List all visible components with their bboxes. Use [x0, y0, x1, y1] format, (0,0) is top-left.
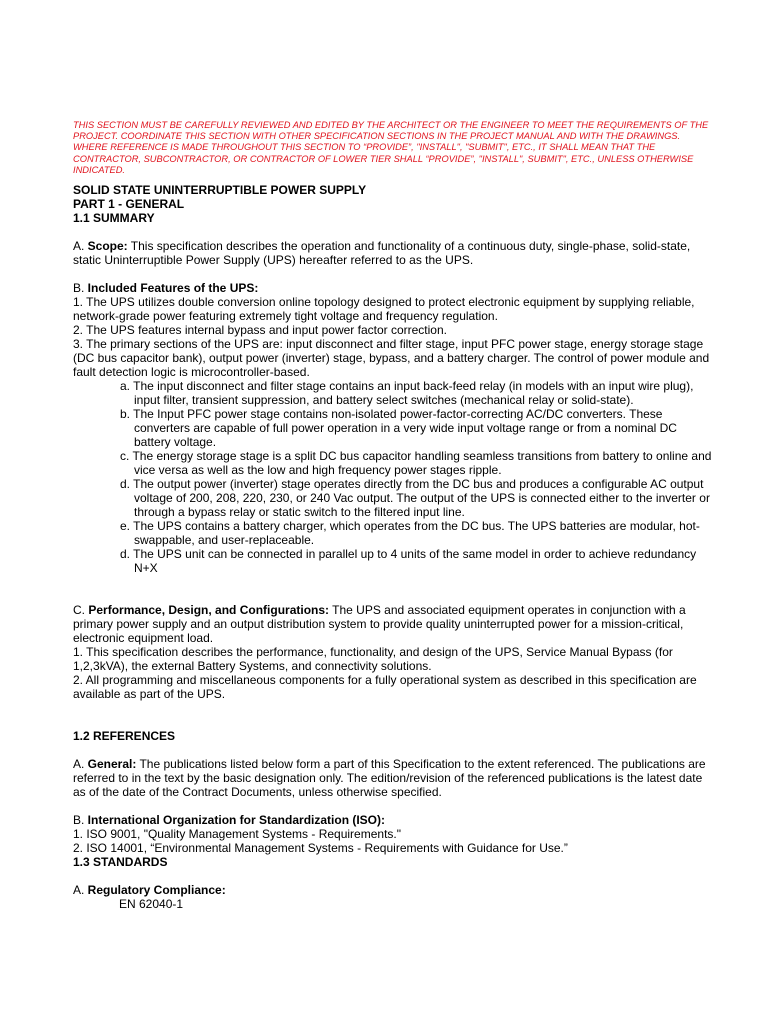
regulatory-value: EN 62040-1 [119, 897, 184, 912]
iso-item: 2. ISO 14001, “Environmental Management Systems - Requirements with Guidance for Use.” [73, 841, 568, 856]
spec-document [73, 120, 713, 911]
performance-paragraph [73, 603, 713, 645]
performance-bold: Performance, Design, and Configurations: [88, 603, 330, 618]
feature-item: 1. The UPS utilizes double conversion online topology designed to protect electronic equipment by supplying reliable, network-grade power featuring extremely tight voltage and frequency regulation. [73, 295, 695, 324]
editor-note-line-2: WHERE REFERENCE IS MADE THROUGHOUT THIS SECTION TO “PROVIDE”, "INSTALL", "SUBMIT", ETC., IT SHALL MEAN THAT THE CONTRACTOR, SUBCONTRACTOR, OR CONTRACTOR OF LOWER TIER SHALL “PROVIDE”, "INSTALL", SUBMIT", ETC., UNLESS OTHERWISE INDICATED. [73, 142, 694, 175]
scope-text: This specification describes the operation and functionality of a continuous duty, single-phase, solid-state, static Uninterruptible Power Supply (UPS) hereafter referred to as the UPS. [73, 239, 691, 268]
feature-subitem: e. The UPS contains a battery charger, which operates from the DC bus. The UPS batteries are modular, hot-swappable, and user-replaceable. [120, 519, 700, 548]
feature-subitem: d. The output power (inverter) stage operates directly from the DC bus and produces a configurable AC output voltage of 200, 208, 220, 230, or 240 Vac output. The output of the UPS is connected either to the inverter or through a bypass relay or static switch to the filtered input line. [120, 477, 710, 520]
section-heading-references: 1.2 REFERENCES [73, 729, 176, 744]
editor-note [73, 120, 713, 176]
features-heading [73, 281, 713, 295]
performance-label: C. [73, 603, 89, 618]
feature-subitems [89, 379, 713, 575]
feature-item: 3. The primary sections of the UPS are: input disconnect and filter stage, input PFC power stage, energy storage stage (DC bus capacitor bank), output power (inverter) stage, bypass, and a battery charger. The control of power module and fault detection logic is microcontroller-based. [73, 337, 710, 380]
iso-bold: International Organization for Standardization (ISO): [87, 813, 386, 828]
regulatory-heading [73, 883, 713, 897]
feature-subitem: c. The energy storage stage is a split DC bus capacitor handling seamless transitions from battery to online and vice versa as well as the low and high frequency power stages ripple. [120, 449, 712, 478]
editor-note-line-1: THIS SECTION MUST BE CAREFULLY REVIEWED AND EDITED BY THE ARCHITECT OR THE ENGINEER TO MEET THE REQUIREMENTS OF THE PROJECT. COORDINATE THIS SECTION WITH OTHER SPECIFICATION SECTIONS IN THE PROJECT MANUAL AND WITH THE DRAWINGS. [73, 120, 709, 142]
section-heading-standards: 1.3 STANDARDS [73, 855, 168, 870]
feature-subitem: a. The input disconnect and filter stage contains an input back-feed relay (in models with an input wire plug), input filter, transient suppression, and battery select switches (mechanical relay or solid-state). [120, 379, 694, 408]
regulatory-bold: Regulatory Compliance: [87, 883, 226, 898]
section-heading-summary: 1.1 SUMMARY [73, 211, 155, 226]
general-bold: General: [87, 757, 137, 772]
features-bold: Included Features of the UPS: [87, 281, 259, 296]
scope-label: A. [73, 239, 88, 254]
feature-subitem: d. The UPS unit can be connected in parallel up to 4 units of the same model in order to achieve redundancy N+X [120, 547, 697, 576]
iso-item: 1. ISO 9001, "Quality Management Systems - Requirements." [73, 827, 401, 842]
scope-bold: Scope: [87, 239, 128, 254]
general-label: A. [73, 757, 88, 772]
performance-text: The UPS and associated equipment operates in conjunction with a primary power supply and an output distribution system to provide quality uninterrupted power for a mission-critical, electronic equipment load. [73, 603, 686, 646]
iso-label: B. [73, 813, 88, 828]
iso-heading [73, 813, 713, 827]
general-paragraph [73, 757, 713, 799]
regulatory-label: A. [73, 883, 88, 898]
title-block [73, 183, 713, 225]
general-text: The publications listed below form a part of this Specification to the extent referenced. The publications are referred to in the text by the basic designation only. The edition/revision of the referenced publications is the latest date as of the date of the Contract Documents, unless otherwise specified. [73, 757, 706, 800]
part-heading: PART 1 - GENERAL [73, 197, 185, 212]
feature-subitem: b. The Input PFC power stage contains non-isolated power-factor-correcting AC/DC converters. These converters are capable of full power operation in a very wide input voltage range or from a nominal DC battery voltage. [120, 407, 677, 450]
document-title: SOLID STATE UNINTERRUPTIBLE POWER SUPPLY [73, 183, 367, 198]
feature-item: 2. The UPS features internal bypass and input power factor correction. [73, 323, 447, 338]
performance-item: 1. This specification describes the performance, functionality, and design of the UPS, Service Manual Bypass (for 1,2,3kVA), the external Battery Systems, and connectivity solutions. [73, 645, 673, 674]
features-label: B. [73, 281, 88, 296]
performance-item: 2. All programming and miscellaneous components for a fully operational system as described in this specification are available as part of the UPS. [73, 673, 697, 702]
scope-paragraph [73, 239, 713, 267]
